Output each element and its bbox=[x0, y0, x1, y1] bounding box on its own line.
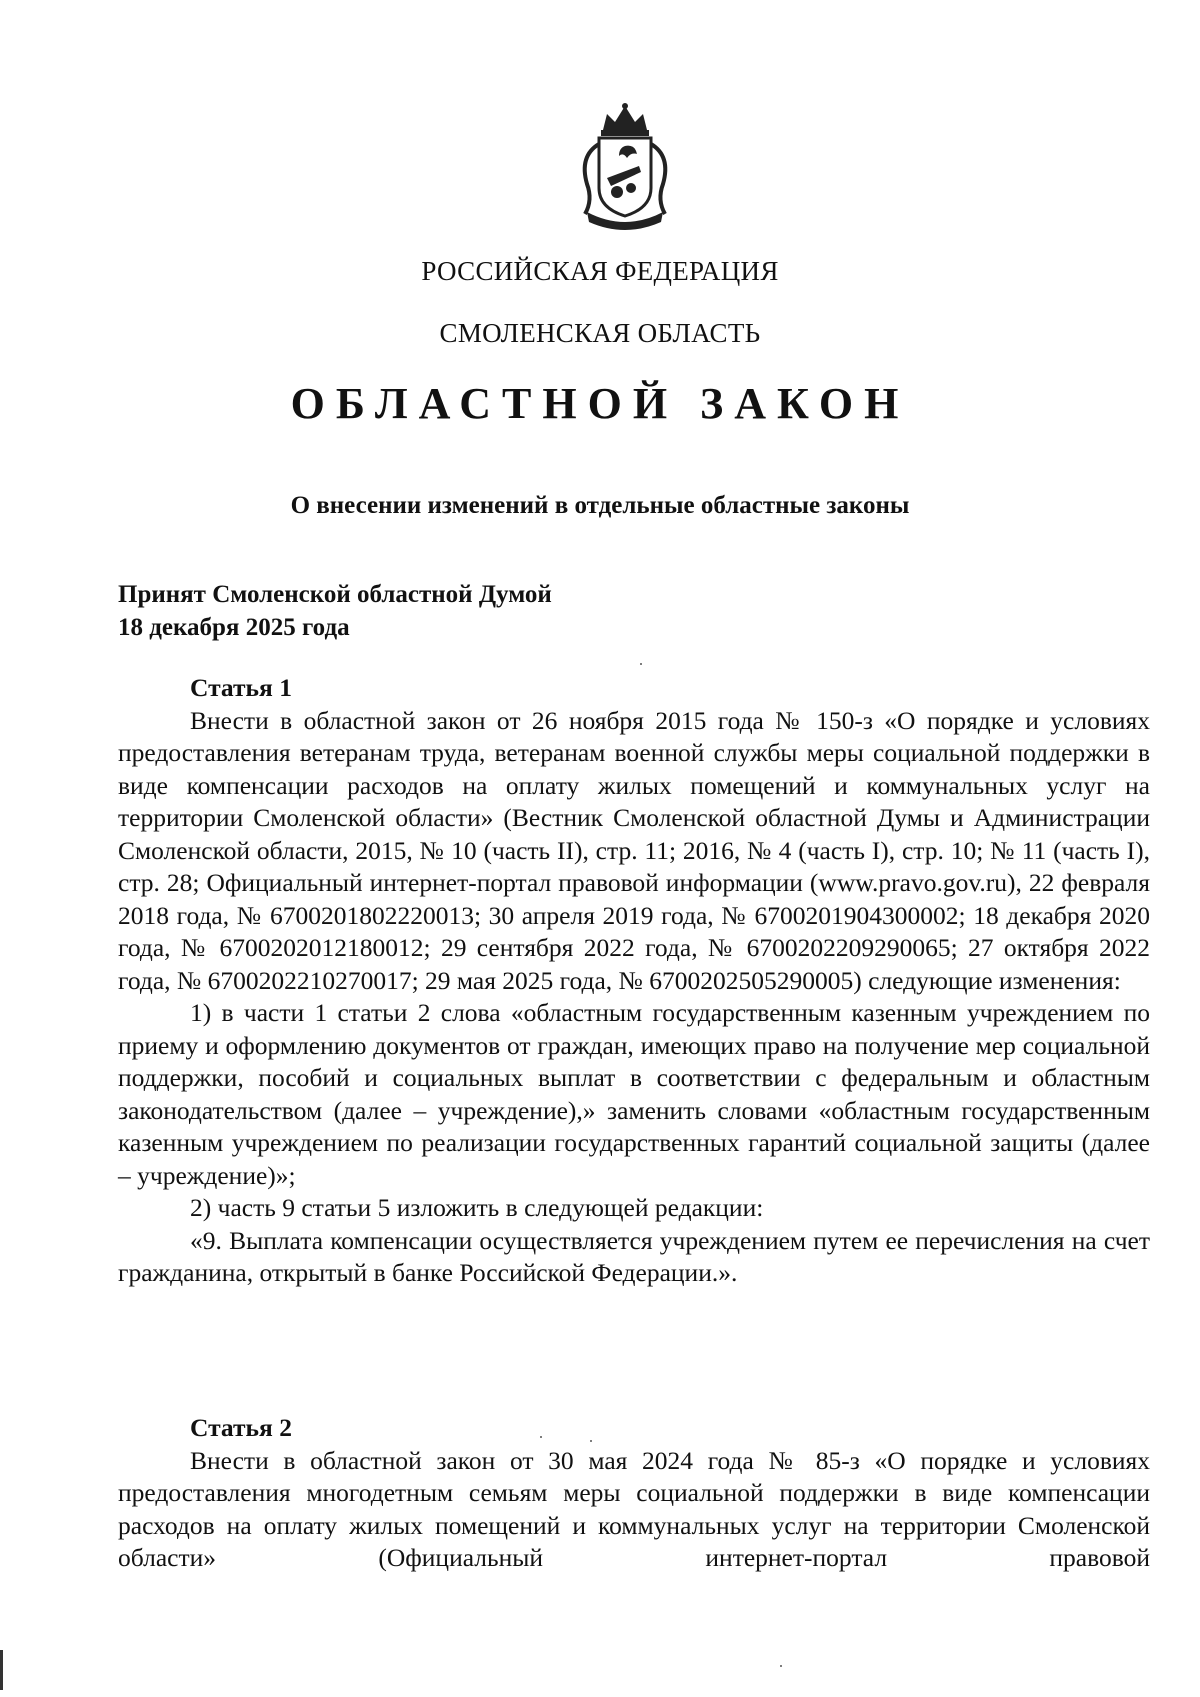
law-title: О внесении изменений в отдельные областные законы bbox=[290, 492, 910, 519]
article-1-item-2: 2) часть 9 статьи 5 изложить в следующей редакции: bbox=[190, 1193, 764, 1222]
country-name: РОССИЙСКАЯ ФЕДЕРАЦИЯ bbox=[421, 256, 779, 286]
region-name: СМОЛЕНСКАЯ ОБЛАСТЬ bbox=[439, 318, 761, 348]
scan-speck bbox=[640, 663, 642, 665]
article-1-heading: Статья 1 bbox=[190, 673, 292, 702]
scan-speck bbox=[590, 1440, 592, 1442]
article-1-item-2-text: «9. Выплата компенсации осуществляется учреждением путем ее перечисления на счет гражданина, открытый в банке Российской Федерации.». bbox=[118, 1225, 1150, 1287]
scan-speck bbox=[540, 1436, 542, 1438]
document-type: ОБЛАСТНОЙ ЗАКОН bbox=[290, 379, 910, 428]
article-1-item-1: 1) в части 1 статьи 2 слова «областным государственным казенным учреждением по приему и оформлению документов от граждан, имеющих право на получение мер социальной поддержки, пособий и социальных выплат в соответствии с федеральным и областным законодательством (далее – учреждение),» заменить словами «областным государственным казенным учреждением по реализации государственных гарантий социальной защиты (далее – учреждение)»; bbox=[118, 998, 1150, 1190]
adoption-info bbox=[118, 578, 552, 644]
article-2-heading: Статья 2 bbox=[190, 1413, 292, 1442]
adoption-body: Принят Смоленской областной Думой bbox=[118, 581, 552, 608]
coat-of-arms-icon bbox=[565, 100, 685, 235]
article-1 bbox=[118, 672, 1150, 1290]
article-2 bbox=[118, 1412, 1150, 1575]
article-1-intro: Внести в областной закон от 26 ноября 2015 года № 150-з «О порядке и условиях предоставления ветеранам труда, ветеранам военной службы меры социальной поддержки в виде компенсации расходов на оплату жилых помещений и коммунальных услуг на территории Смоленской области» (Вестник Смоленской областной Думы и Администрации Смоленской области, 2015, № 10 (часть II), стр. 11; 2016, № 4 (часть I), стр. 10; № 11 (часть I), стр. 28; Официальный интернет-портал правовой информации (www.pravo.gov.ru), 22 февраля 2018 года, № 6700201802220013; 30 апреля 2019 года, № 6700201904300002; 18 декабря 2020 года, № 6700202012180012; 29 сентября 2022 года, № 6700202209290065; 27 октября 2022 года, № 6700202210270017; 29 мая 2025 года, № 6700202505290005) следующие изменения: bbox=[118, 705, 1150, 995]
adoption-date: 18 декабря 2025 года bbox=[118, 614, 350, 641]
article-2-intro: Внести в областной закон от 30 мая 2024 года № 85-з «О порядке и условиях предоставления многодетным семьям меры социальной поддержки в виде компенсации расходов на оплату жилых помещений и коммунальных услуг на территории Смоленской области» (Официальный интернет-портал правовой bbox=[118, 1445, 1150, 1572]
scan-speck bbox=[780, 1665, 782, 1667]
scan-edge-mark bbox=[0, 1650, 3, 1690]
